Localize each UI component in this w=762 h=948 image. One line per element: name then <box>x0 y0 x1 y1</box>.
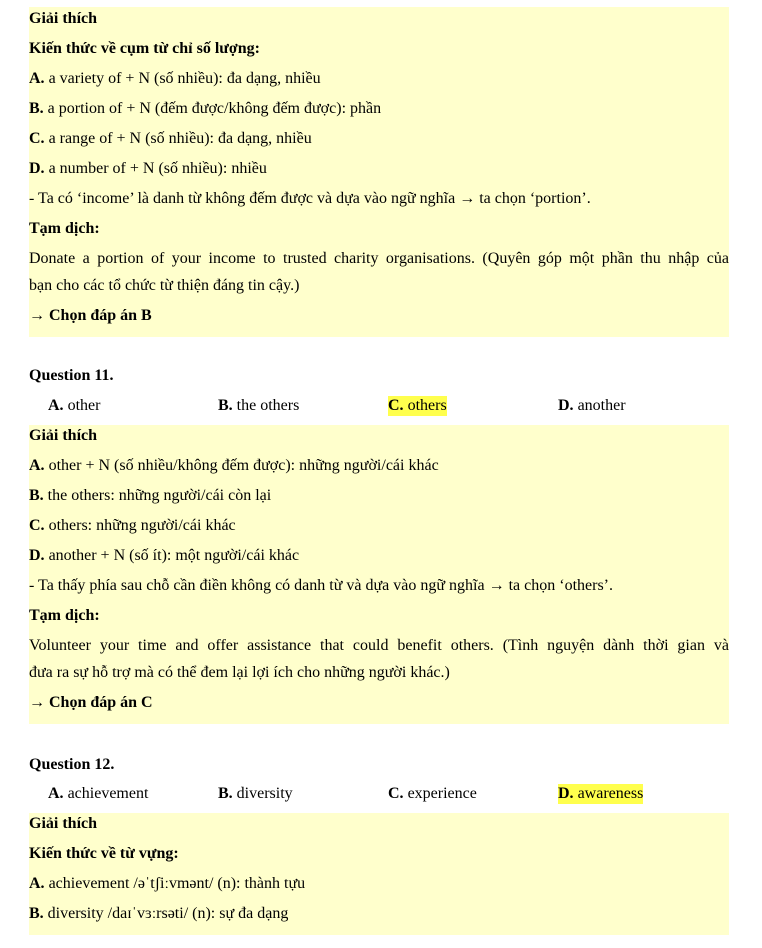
option-letter: A. <box>29 70 45 87</box>
q12-choice-a[interactable] <box>48 784 148 804</box>
translation-label: Tạm dịch: <box>29 220 100 237</box>
q12-choice-c[interactable] <box>388 784 477 804</box>
q11-choice-c-correct[interactable] <box>388 396 447 416</box>
translation-line-2: đưa ra sự hỗ trợ mà có thể đem lại lợi ích cho những người khác.) <box>29 664 450 681</box>
choice-letter: D. <box>558 397 574 414</box>
choice-letter: B. <box>218 397 233 414</box>
explanation-option-c <box>29 129 312 149</box>
option-text: a number of + N (số nhiều): nhiều <box>44 160 267 177</box>
q12-explanation-box <box>29 813 729 935</box>
option-text: a variety of + N (số nhiều): đa dạng, nhiều <box>44 70 321 87</box>
q11-explanation-box <box>29 425 729 724</box>
explanation-option-d <box>29 159 267 179</box>
question-11-title: Question 11. <box>29 367 114 384</box>
option-letter: B. <box>29 100 44 117</box>
option-letter: A. <box>29 457 45 474</box>
explanation-option-a <box>29 456 439 476</box>
choice-letter: C. <box>388 397 404 414</box>
option-letter: B. <box>29 487 44 504</box>
choice-text: others <box>403 397 447 414</box>
explanation-heading: Giải thích <box>29 10 98 27</box>
explanation-topic: Kiến thức về từ vựng: <box>29 845 179 862</box>
choice-text: another <box>573 397 626 414</box>
explanation-note: - Ta có ‘income’ là danh từ không đếm được và dựa vào ngữ nghĩa → ta chọn ‘portion’. <box>29 190 591 207</box>
option-letter: C. <box>29 517 45 534</box>
q11-choice-d[interactable] <box>558 396 626 416</box>
choice-letter: C. <box>388 785 404 802</box>
choice-text: awareness <box>573 785 644 802</box>
q11-choice-a[interactable] <box>48 396 100 416</box>
choice-letter: A. <box>48 397 64 414</box>
option-letter: D. <box>29 160 45 177</box>
choice-text: diversity <box>232 785 293 802</box>
choice-text: achievement <box>63 785 149 802</box>
choice-letter: D. <box>558 785 574 802</box>
translation-label: Tạm dịch: <box>29 607 100 624</box>
explanation-note: - Ta thấy phía sau chỗ cần điền không có danh từ và dựa vào ngữ nghĩa → ta chọn ‘others’. <box>29 577 613 594</box>
option-letter: B. <box>29 905 44 922</box>
choice-letter: A. <box>48 785 64 802</box>
explanation-option-a <box>29 69 321 89</box>
choice-letter: B. <box>218 785 233 802</box>
choice-text: experience <box>403 785 477 802</box>
explanation-option-b <box>29 904 288 924</box>
explanation-topic: Kiến thức về cụm từ chỉ số lượng: <box>29 40 260 57</box>
q12-choice-b[interactable] <box>218 784 293 804</box>
question-12-title: Question 12. <box>29 756 115 773</box>
option-text: achievement /əˈtʃiːvmənt/ (n): thành tựu <box>44 875 306 892</box>
q12-choice-d-correct[interactable] <box>558 784 643 804</box>
explanation-option-c <box>29 516 236 536</box>
explanation-heading: Giải thích <box>29 427 98 444</box>
answer-line: → Chọn đáp án B <box>29 307 152 324</box>
option-text: a range of + N (số nhiều): đa dạng, nhiều <box>44 130 312 147</box>
explanation-option-a <box>29 874 305 894</box>
translation-line-2: bạn cho các tổ chức từ thiện đáng tin cậy.) <box>29 277 300 294</box>
q11-choice-b[interactable] <box>218 396 299 416</box>
option-text: a portion of + N (đếm được/không đếm được): phần <box>43 100 382 117</box>
option-text: diversity /daɪˈvɜːrsəti/ (n): sự đa dạng <box>43 905 289 922</box>
option-letter: C. <box>29 130 45 147</box>
q10-explanation-box <box>29 7 729 337</box>
option-text: others: những người/cái khác <box>44 517 236 534</box>
option-letter: A. <box>29 875 45 892</box>
option-text: the others: những người/cái còn lại <box>43 487 272 504</box>
option-text: other + N (số nhiều/không đếm được): những người/cái khác <box>44 457 439 474</box>
choice-text: other <box>63 397 101 414</box>
translation-line-1: Volunteer your time and offer assistance that could benefit others. (Tình nguyện dành thời gian và <box>29 637 729 654</box>
explanation-option-b <box>29 99 381 119</box>
option-text: another + N (số ít): một người/cái khác <box>44 547 300 564</box>
answer-line: → Chọn đáp án C <box>29 694 153 711</box>
translation-line-1: Donate a portion of your income to trusted charity organisations. (Quyên góp một phần thu nhập của <box>29 250 729 267</box>
explanation-heading: Giải thích <box>29 815 98 832</box>
option-letter: D. <box>29 547 45 564</box>
explanation-option-b <box>29 486 271 506</box>
explanation-option-d <box>29 546 299 566</box>
choice-text: the others <box>232 397 300 414</box>
